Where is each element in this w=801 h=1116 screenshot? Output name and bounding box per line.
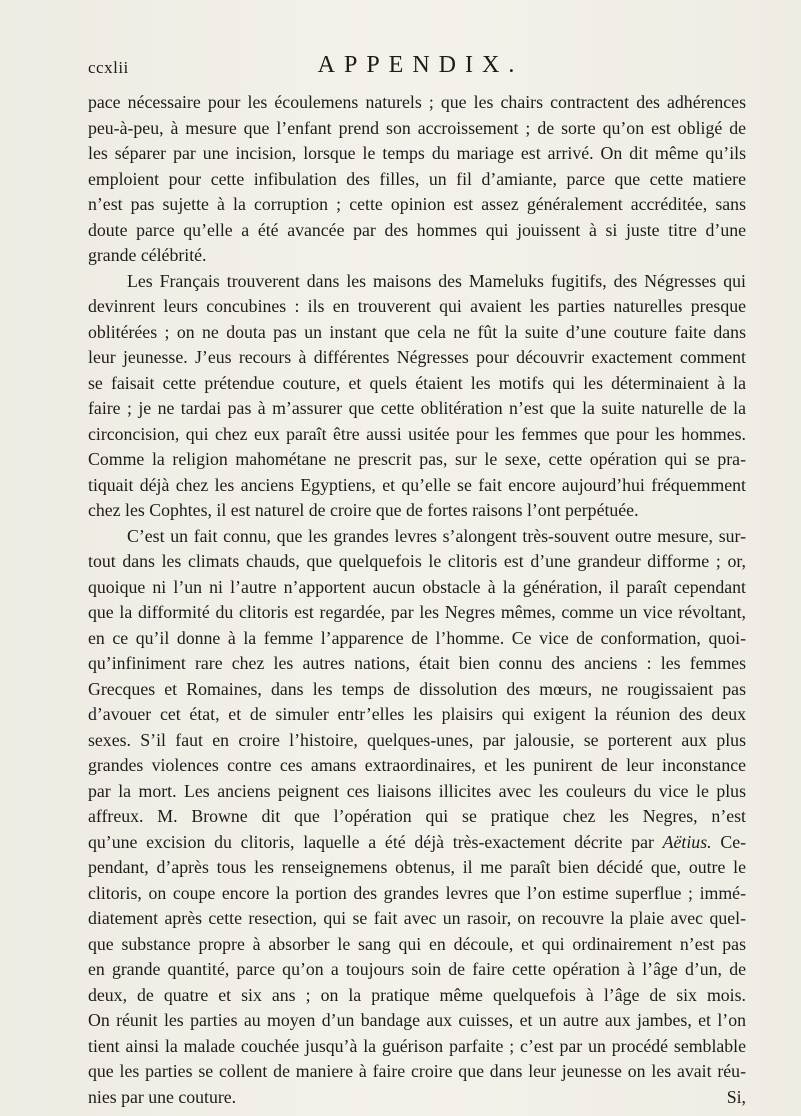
text-line: se faisait cette prétendue couture, et quels étaient les motifs qui les déterminaient à la — [88, 372, 746, 393]
text-segment: nies par une couture. — [88, 1086, 237, 1107]
running-head: APPENDIX. — [317, 52, 524, 78]
text-line: emploient pour cette infibulation des filles, un fil d’amiante, parce que cette matiere — [88, 168, 746, 189]
text-line: deux, de quatre et six ans ; on la pratique même quelquefois à l’âge de six mois. — [88, 984, 746, 1005]
text-line: grandes violences contre ces amans extraordinaires, et les punirent de leur inconstance — [88, 755, 746, 775]
text-line: devinrent leurs concubines : ils en trouverent qui avaient les parties naturelles presque — [88, 296, 746, 316]
text-line: diatement après cette resection, qui se fait avec un rasoir, on recouvre la plaie avec quel- — [88, 908, 746, 928]
page-number: ccxlii — [88, 58, 129, 77]
text-line: tiquait déjà chez les anciens Egyptiens, et qu’elle se fait encore aujourd’hui fréquemment — [88, 474, 746, 495]
text-line: pace nécessaire pour les écoulemens naturels ; que les chairs contractent des adhérences — [88, 92, 746, 112]
text-line: oblitérées ; on ne douta pas un instant que cela ne fût la suite d’une couture faite dans — [88, 321, 746, 342]
text-line: clitoris, on coupe encore la portion des grandes levres que l’on estime superflue ; immé- — [88, 882, 746, 903]
text-line-citation — [88, 830, 746, 856]
text-line: que les parties se collent de maniere à faire croire que dans leur jeunesse on les avait réu- — [88, 1061, 746, 1081]
catchword: Si, — [726, 1086, 746, 1107]
text-line: qu’infiniment rare chez les autres nations, était bien connu des anciens : les femmes — [88, 653, 746, 673]
text-line: chez les Cophtes, il est naturel de croire que de fortes raisons l’ont perpétuée. — [88, 500, 639, 520]
body-text — [88, 90, 746, 1110]
paragraph-start: Les Français trouverent dans les maisons des Mameluks fugitifs, des Négresses qui — [127, 270, 746, 291]
text-line: Grecques et Romaines, dans les temps de dissolution des mœurs, ne rougissaient pas — [88, 678, 746, 699]
paragraph-start: C’est un fait connu, que les grandes levres s’alongent très-souvent outre mesure, sur- — [127, 525, 746, 546]
text-line: grande célébrité. — [88, 245, 207, 265]
text-line: n’est pas sujette à la corruption ; cette opinion est assez généralement accréditée, sans — [88, 194, 746, 214]
text-line: quoique ni l’un ni l’autre n’apportent aucun obstacle à la génération, il paraît cependant — [88, 576, 746, 597]
text-line: Comme la religion mahométane ne prescrit pas, sur le sexe, cette opération qui se pra- — [88, 449, 746, 469]
text-line: d’avouer cet état, et de simuler entr’elles les plaisirs qui exigent la réunion des deux — [88, 704, 746, 724]
text-line: leur jeunesse. J’eus recours à différentes Négresses pour découvrir exactement comment — [88, 347, 746, 367]
cited-author: Aëtius. — [662, 831, 712, 852]
text-line: en grande quantité, parce qu’on a toujours soin de faire cette opération à l’âge d’un, de — [88, 959, 746, 979]
text-line: que la difformité du clitoris est regardée, par les Negres mêmes, comme un vice révoltant, — [88, 602, 746, 622]
text-segment: qu’une excision du clitoris, laquelle a été déjà très-exactement décrite par — [88, 831, 654, 852]
text-line: les séparer par une incision, lorsque le temps du mariage est arrivé. On dit même qu’ils — [88, 143, 746, 163]
text-line: en ce qu’il donne à la femme l’apparence de l’homme. Ce vice de conformation, quoi- — [88, 627, 746, 648]
text-line: tient ainsi la malade couchée jusqu’à la guérison parfaite ; c’est par un procédé semblable — [88, 1035, 746, 1056]
text-line: peu-à-peu, à mesure que l’enfant prend son accroissement ; de sorte qu’on est obligé de — [88, 117, 746, 138]
text-line: par la mort. Les anciens peignent ces liaisons illicites avec les couleurs du vice le plus — [88, 780, 746, 801]
final-line — [88, 1085, 746, 1111]
text-line: que substance propre à absorber le sang qui en découle, et qui ordinairement n’est pas — [88, 933, 746, 954]
text-line: faire ; je ne tardai pas à m’assurer que cette oblitération n’est que la suite naturelle de la — [88, 398, 746, 418]
text-line: pendant, d’après tous les renseignemens obtenus, il me paraît bien décidé que, outre le — [88, 857, 746, 877]
text-segment: Ce- — [720, 831, 746, 852]
text-line: tout dans les climats chauds, que quelquefois le clitoris est d’une grandeur difforme ; or, — [88, 551, 746, 571]
text-line: affreux. M. Browne dit que l’opération qui se pratique chez les Negres, n’est — [88, 806, 746, 826]
text-line: doute parce qu’elle a été avancée par des hommes qui jouissent à si juste titre d’une — [88, 219, 746, 240]
text-line: sexes. S’il faut en croire l’histoire, quelques-unes, par jalousie, se porterent aux plus — [88, 729, 746, 750]
text-line: On réunit les parties au moyen d’un bandage aux cuisses, et un autre aux jambes, et l’on — [88, 1010, 746, 1030]
text-line: circoncision, qui chez eux paraît être aussi usitée pour les femmes que pour les hommes. — [88, 423, 746, 444]
